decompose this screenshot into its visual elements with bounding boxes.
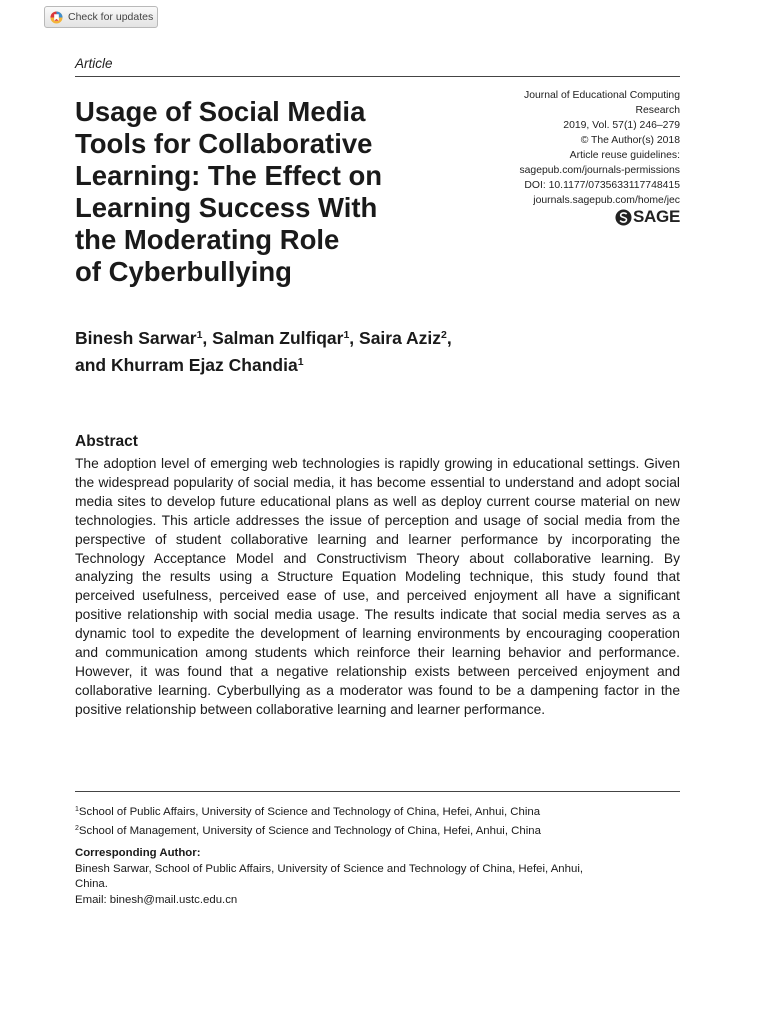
affiliation-text: School of Public Affairs, University of Science and Technology of China, Hefei, Anhui, China xyxy=(78,806,541,818)
crossmark-icon xyxy=(50,11,63,24)
title-line: Usage of Social Media xyxy=(75,96,366,127)
author-name: Saira Aziz xyxy=(359,328,442,348)
affiliation-sup: 2 xyxy=(75,824,79,832)
article-title xyxy=(75,96,470,288)
abstract-heading: Abstract xyxy=(75,433,138,450)
journal-home-link[interactable]: journals.sagepub.com/home/jec xyxy=(533,195,680,206)
journal-info xyxy=(480,88,680,208)
corresponding-author-address: Binesh Sarwar, School of Public Affairs, University of Science and Technology of China, Hefei, Anhui, xyxy=(75,862,584,875)
journal-volume: 2019, Vol. 57(1) 246–279 xyxy=(563,120,680,131)
affiliation-sup: 1 xyxy=(75,806,79,813)
footnote-rule xyxy=(75,791,680,792)
title-line: Tools for Collaborative xyxy=(75,128,373,159)
footnotes xyxy=(75,802,680,909)
author-affiliation-sup: 2 xyxy=(441,329,447,341)
header-rule xyxy=(75,76,680,77)
article-type-label: Article xyxy=(75,56,113,71)
journal-name-cont: Research xyxy=(635,105,680,116)
abstract-text: The adoption level of emerging web technologies is rapidly growing in educational settings. Given the widespread popularity of social media, it has become essential to understand and adopt social media sites to develop future educational plans as well as deploy current course material on new technologies. This article addresses the issue of perception and usage of social media from the perspective of student collaborative learning and learner performance by incorporating the Technology Acceptance Model and Constructivism Theory about collaborative learning. By analyzing the results using a Structure Equation Modeling technique, this study found that perceived usefulness, perceived ease of use, and perceived enjoyment all have a significant positive relationship with social media usage. The results indicate that social media serves as a dynamic tool to expedite the development of learning environments by encouraging cooperation and communication among students which reinforce their learning behavior and performance. However, it was found that a negative relationship exists between perceived enjoyment and collaborative learning. Cyberbullying as a moderator was found to be a dampening factor in the positive relationship between collaborative learning and learner performance. xyxy=(75,456,680,717)
author-affiliation-sup: 1 xyxy=(343,329,350,341)
author-affiliation-sup: 1 xyxy=(196,329,203,341)
author-list: Binesh Sarwar$^1$, Salman Zulfiqar$^1$, Saira Aziz$^2$, and Khurram Ejaz Chandia$^1$ xyxy=(75,328,452,375)
reuse-link[interactable]: sagepub.com/journals-permissions xyxy=(519,165,680,176)
affiliation xyxy=(75,821,680,840)
author-name: and Khurram Ejaz Chandia xyxy=(75,355,298,375)
corresponding-author-address-cont: China. xyxy=(75,878,108,891)
publisher-logo xyxy=(615,207,680,227)
journal-copyright: © The Author(s) 2018 xyxy=(580,135,680,146)
sage-logo-icon xyxy=(615,209,632,226)
doi[interactable]: DOI: 10.1177/0735633117748415 xyxy=(524,180,680,191)
author-name: Salman Zulfiqar xyxy=(212,328,344,348)
author-affiliation-sup: 1 xyxy=(297,356,304,368)
check-for-updates-label: Check for updates xyxy=(68,11,154,23)
check-for-updates-button[interactable] xyxy=(44,6,158,28)
title-line: Learning Success With xyxy=(75,192,378,223)
affiliation xyxy=(75,802,680,821)
corresponding-author-email[interactable]: Email: binesh@mail.ustc.edu.cn xyxy=(75,893,238,906)
publisher-name: SAGE xyxy=(633,207,680,226)
corresponding-author-heading: Corresponding Author: xyxy=(75,847,201,860)
affiliation-text: School of Management, University of Science and Technology of China, Hefei, Anhui, China xyxy=(78,824,541,837)
title-line: the Moderating Role xyxy=(75,224,340,255)
author-name: Binesh Sarwar xyxy=(75,328,197,348)
journal-name: Journal of Educational Computing xyxy=(524,90,680,101)
title-line: of Cyberbullying xyxy=(75,256,292,287)
reuse-label: Article reuse guidelines: xyxy=(569,150,680,161)
title-line: Learning: The Effect on xyxy=(75,160,383,191)
